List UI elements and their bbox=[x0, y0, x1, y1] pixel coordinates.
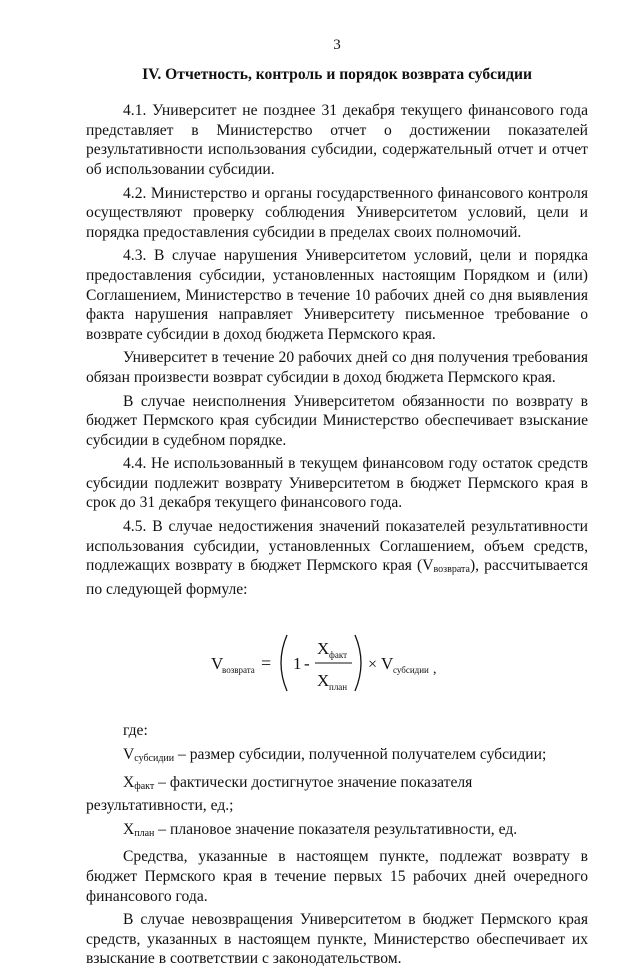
formula-svg bbox=[207, 627, 467, 699]
paragraph-4-4: 4.4. Не использованный в текущем финансовом году остаток средств субсидии подлежит возврату Университетом в бюджет Пермского края в срок до 31 декабря текущего финансового года. bbox=[86, 455, 588, 512]
paragraph-4-5-subscript: возврата bbox=[433, 564, 470, 576]
paragraph-4-3: 4.3. В случае нарушения Университетом условий, цели и порядка предоставления субсидии, установленных настоящим Порядком и (или) Соглашением, Министерство в течение 10 рабочих дней со дня выявления факта нарушения направляет Университету письменное требование о возврате субсидии в доход бюджета Пермского края. bbox=[86, 247, 588, 343]
formula-comma: , bbox=[433, 662, 437, 678]
formula-one: 1 bbox=[293, 654, 302, 674]
definition-symbol: V bbox=[123, 746, 135, 764]
definition-text: – плановое значение показателя результативности, ед. bbox=[154, 820, 518, 838]
formula-right-paren bbox=[355, 635, 361, 691]
paragraph-4-3-c: В случае неисполнения Университетом обязанности по возврату в бюджет Пермского края субсидии Министерство обеспечивает взыскание субсидии в судебном порядке. bbox=[86, 392, 588, 449]
definition-subscript: план bbox=[134, 827, 155, 839]
formula-times: × bbox=[368, 656, 378, 674]
definition-x-plan bbox=[86, 820, 588, 844]
formula-rhs-sub: субсидии bbox=[393, 665, 429, 676]
where-label: где: bbox=[123, 722, 148, 740]
section-heading: IV. Отчетность, контроль и порядок возврата субсидии bbox=[142, 65, 532, 83]
formula-numerator-sub: факт bbox=[329, 650, 348, 661]
definition-subscript: факт bbox=[134, 780, 155, 792]
paragraph-4-5-tail: ), рассчитывается по следующей формуле: bbox=[86, 557, 588, 598]
closing-paragraph-2: В случае невозвращения Университетом в бюджет Пермского края средств, указанных в настоящем пункте, Министерство обеспечивает их взыскание в соответствии с законодательством. bbox=[86, 911, 588, 968]
formula-minus: - bbox=[304, 654, 310, 674]
formula-denominator-sub: план bbox=[329, 682, 348, 693]
formula-denominator-main: X bbox=[317, 671, 330, 691]
definition-symbol: X bbox=[123, 820, 135, 838]
formula-rhs-main: V bbox=[381, 654, 394, 674]
definition-x-fact bbox=[86, 773, 588, 816]
formula-lhs-main: V bbox=[211, 654, 224, 674]
formula-left-paren bbox=[281, 635, 287, 691]
paragraph-4-5 bbox=[86, 517, 588, 599]
paragraph-4-1: 4.1. Университет не позднее 31 декабря текущего финансового года представляет в Министерство отчет о достижении показателей результативности использования субсидии, содержательный отчет и отчет об использовании субсидии. bbox=[86, 102, 588, 178]
definition-symbol: X bbox=[123, 773, 135, 791]
formula-lhs-sub: возврата bbox=[222, 665, 255, 676]
formula-numerator-main: X bbox=[317, 639, 330, 659]
definition-v-subsidy bbox=[86, 745, 588, 769]
definition-subscript: субсидии bbox=[134, 753, 175, 765]
closing-paragraph-1: Средства, указанные в настоящем пункте, подлежат возврату в бюджет Пермского края в течение первых 15 рабочих дней очередного финансового года. bbox=[86, 848, 588, 905]
paragraph-4-3-b: Университет в течение 20 рабочих дней со дня получения требования обязан произвести возврат субсидии в доход бюджета Пермского края. bbox=[86, 349, 588, 386]
paragraph-4-5-text: 4.5. В случае недостижения значений показателей результативности использования субсидии, установленных Соглашением, объем средств, подлежащих возврату в бюджет Пермского края (V bbox=[86, 518, 588, 575]
page-number: 3 bbox=[333, 37, 341, 53]
paragraph-4-2: 4.2. Министерство и органы государственного финансового контроля осуществляют проверку соблюдения Университетом условий, цели и порядка предоставления субсидии в пределах своих полномочий. bbox=[86, 184, 588, 241]
formula-equals: = bbox=[261, 653, 272, 674]
definition-text: – размер субсидии, полученной получателем субсидии; bbox=[174, 746, 547, 764]
formula bbox=[86, 627, 588, 699]
definition-text: – фактически достигнутое значение показателя результативности, ед.; bbox=[86, 773, 473, 815]
